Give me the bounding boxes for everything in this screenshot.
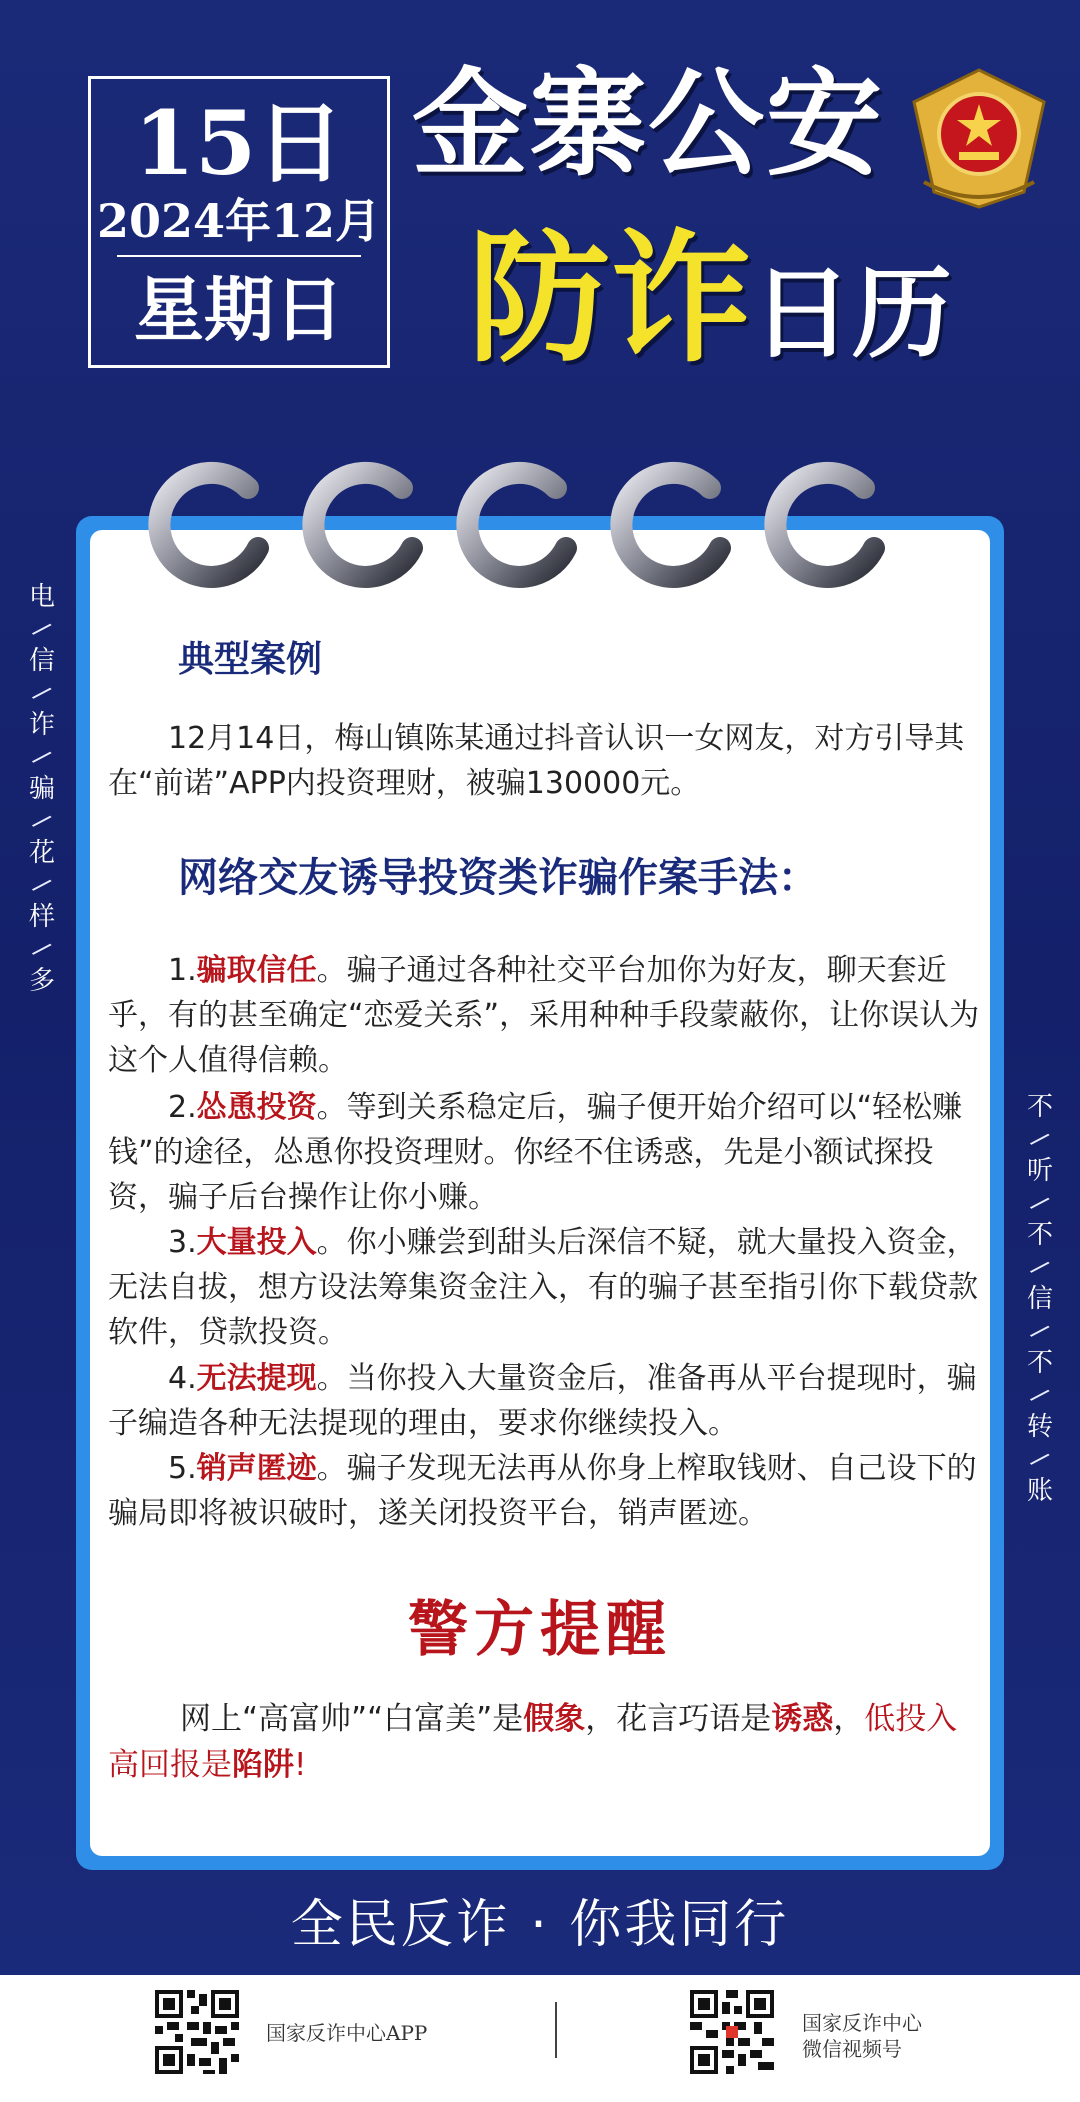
binder-ring-icon	[456, 448, 586, 588]
step-item: 5.销声匿迹。骗子发现无法再从你身上榨取钱财、自己设下的骗局即将被识破时，遂关闭投资平台，销声匿迹。	[108, 1451, 977, 1531]
method-heading: 网络交友诱导投资类诈骗作案手法：	[178, 855, 818, 901]
binder-ring-icon	[764, 448, 894, 588]
title-agency: 金寨公安	[412, 57, 884, 192]
side-char: 不	[1026, 1348, 1053, 1378]
side-char: 电	[28, 582, 55, 612]
date-box	[88, 76, 390, 368]
step-item: 4.无法提现。当你投入大量资金后，准备再从平台提现时，骗子编造各种无法提现的理由，要求你继续投入。	[108, 1361, 977, 1441]
side-char: 账	[1026, 1476, 1053, 1506]
date-divider	[117, 255, 361, 257]
binder-ring-icon	[302, 448, 432, 588]
binder-ring-icon	[148, 448, 278, 588]
case-text: 12月14日，梅山镇陈某通过抖音认识一女网友，对方引导其在“前诺”APP内投资理财，被骗130000元。	[108, 721, 965, 801]
side-char: 不	[1026, 1220, 1053, 1250]
date-day: 15日	[133, 91, 345, 195]
step-item: 1.骗取信任。骗子通过各种社交平台加你为好友，聊天套近乎，有的甚至确定“恋爱关系”，采用种种手段蒙蔽你，让你误认为这个人值得信赖。	[108, 953, 980, 1078]
date-year-month: 2024年12月	[96, 194, 382, 248]
qr-code-icon	[155, 1990, 239, 2074]
side-slogan-left: 电 / 信 / 诈 / 骗 / 花 / 样 / 多	[28, 582, 55, 996]
title-calendar	[468, 217, 952, 423]
footer-app-label: 国家反诈中心APP	[266, 2021, 428, 2045]
side-char: 不	[1026, 1092, 1053, 1122]
title-fraud-prevention: 防诈	[468, 217, 752, 382]
step-item: 3.大量投入。你小赚尝到甜头后深信不疑，就大量投入资金，无法自拔，想方设法筹集资金注入，有的骗子甚至指引你下载贷款软件，贷款投资。	[108, 1225, 978, 1350]
bottom-slogan: 全民反诈 · 你我同行	[290, 1895, 790, 1955]
side-char: 花	[28, 838, 55, 868]
case-heading: 典型案例	[178, 639, 323, 680]
side-char: 骗	[28, 774, 55, 804]
side-char: 诈	[28, 710, 55, 740]
step-keyword: 怂恿投资	[196, 1090, 317, 1125]
footer-divider	[555, 2002, 557, 2058]
step-keyword: 无法提现	[196, 1361, 317, 1396]
date-weekday: 星期日	[134, 268, 344, 351]
side-char: 信	[1026, 1284, 1053, 1314]
police-badge-icon	[904, 62, 1054, 212]
qr-code-icon	[690, 1990, 774, 2074]
step-item: 2.怂恿投资。等到关系稳定后，骗子便开始介绍可以“轻松赚钱”的途径，怂恿你投资理财。你经不住诱惑，先是小额试探投资，骗子后台操作让你小赚。	[108, 1090, 963, 1215]
step-keyword: 销声匿迹	[196, 1451, 317, 1486]
footer-channel-label: 国家反诈中心	[802, 2011, 922, 2035]
warning-heading: 警方提醒	[408, 1595, 672, 1665]
side-char: 听	[1026, 1156, 1053, 1186]
footer-channel-sublabel: 微信视频号	[802, 2037, 902, 2061]
side-char: 转	[1026, 1412, 1053, 1442]
side-slogan-right: 不 / 听 / 不 / 信 / 不 / 转 / 账	[1026, 1092, 1053, 1506]
warning-text: 网上“高富帅”“白富美”是假象，花言巧语是诱惑，低投入高回报是陷阱!	[108, 1701, 958, 1783]
title-calendar-word: 日历	[752, 255, 952, 372]
side-char: 样	[28, 902, 55, 932]
side-char: 信	[28, 646, 55, 676]
side-char: 多	[28, 966, 55, 996]
step-keyword: 骗取信任	[196, 953, 317, 988]
step-keyword: 大量投入	[196, 1225, 317, 1260]
binder-ring-icon	[610, 448, 740, 588]
